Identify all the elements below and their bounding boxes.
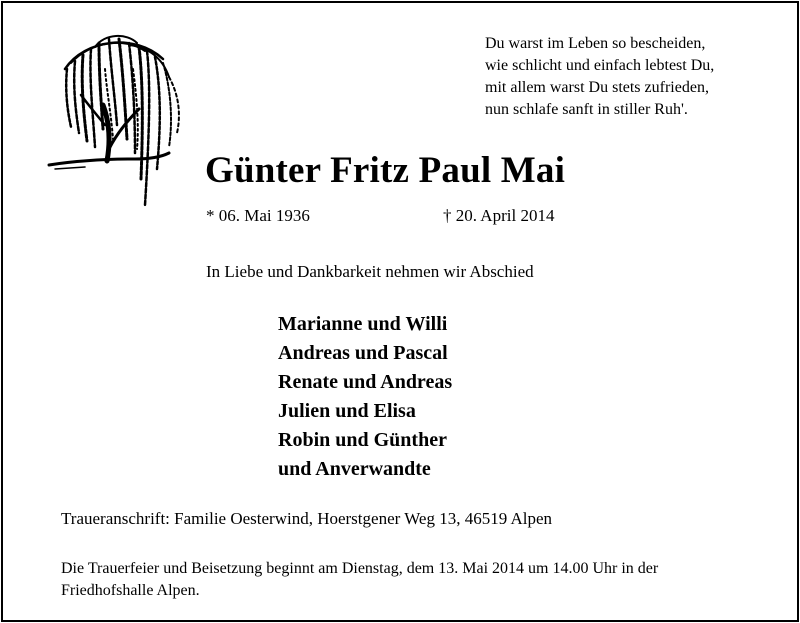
- farewell-statement: In Liebe und Dankbarkeit nehmen wir Abschied: [206, 262, 534, 281]
- poem-line: nun schlafe sanft in stiller Ruh'.: [485, 101, 688, 118]
- mourners-list: [278, 310, 452, 484]
- funeral-service-info: [61, 558, 781, 602]
- service-line: Friedhofshalle Alpen.: [61, 582, 200, 599]
- poem-line: Du warst im Leben so bescheiden,: [485, 35, 706, 52]
- poem-verse: [485, 33, 785, 121]
- condolence-address: Traueranschrift: Familie Oesterwind, Hoerstgener Weg 13, 46519 Alpen: [61, 509, 553, 528]
- mourner-entry: Marianne und Willi: [278, 313, 448, 335]
- death-date: † 20. April 2014: [443, 206, 555, 225]
- obituary-notice: [1, 1, 799, 622]
- poem-line: wie schlicht und einfach lebtest Du,: [485, 57, 715, 74]
- mourner-entry: Andreas und Pascal: [278, 342, 448, 364]
- poem-line: mit allem warst Du stets zufrieden,: [485, 79, 709, 96]
- service-line: Die Trauerfeier und Beisetzung beginnt am Dienstag, dem 13. Mai 2014 um 14.00 Uhr in der: [61, 560, 659, 577]
- deceased-name: Günter Fritz Paul Mai: [205, 150, 566, 191]
- mourner-entry: Julien und Elisa: [278, 400, 416, 422]
- mourner-entry: Renate und Andreas: [278, 371, 453, 393]
- weeping-willow-icon: [45, 29, 190, 211]
- mourner-entry: und Anverwandte: [278, 458, 431, 480]
- mourner-entry: Robin und Günther: [278, 429, 447, 451]
- birth-date: * 06. Mai 1936: [206, 206, 310, 225]
